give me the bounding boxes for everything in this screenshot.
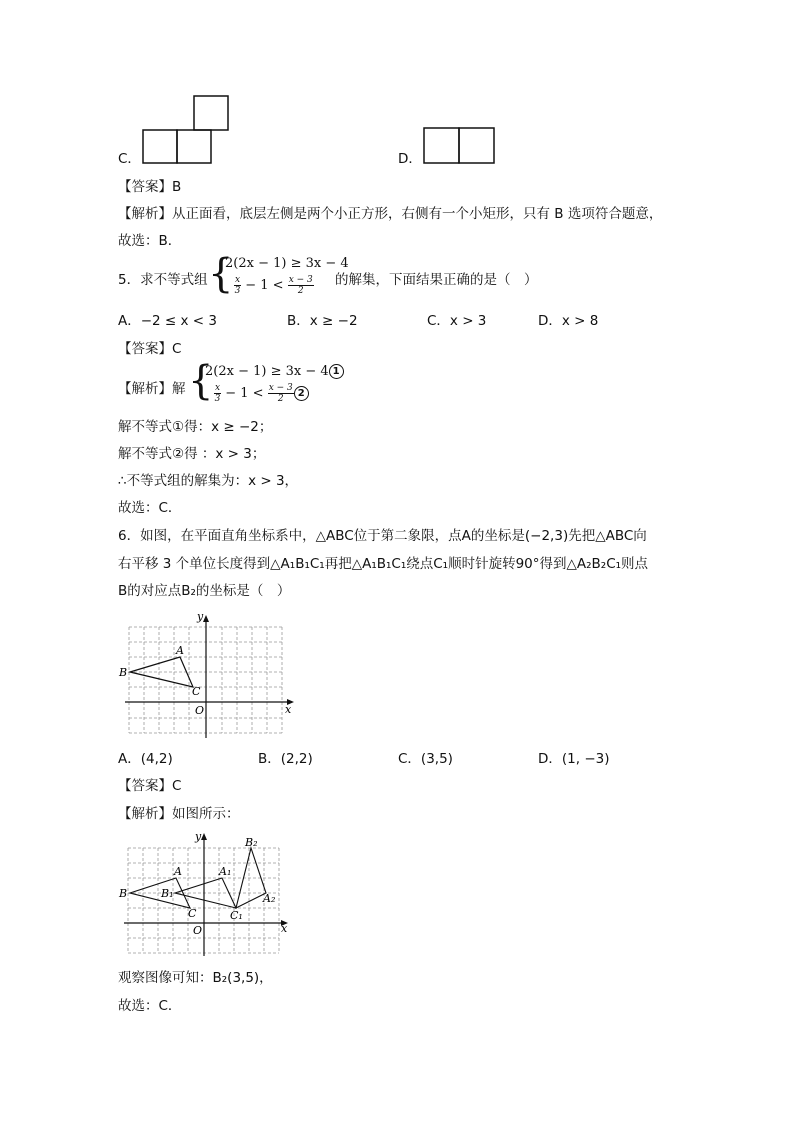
q6-line2: 右平移 3 个单位长度得到△A₁B₁C₁再把△A₁B₁C₁绕点C₁顺时针旋转90°得到△A₂B₂C₁则点 bbox=[118, 556, 649, 572]
fig1-label-x: x bbox=[285, 703, 292, 716]
q5-prefix: 5．求不等式组 bbox=[118, 272, 208, 288]
q4-analysis-line1: 【解析】从正面看，底层左侧是两个小正方形，右侧有一个小矩形，只有 B 选项符合题意， bbox=[118, 206, 663, 222]
q5-analysis-row2: $\frac{x}{3}$ − 1 < $\frac{x - 3}{2}$ 2 bbox=[214, 383, 309, 404]
option-c-figure bbox=[140, 94, 232, 166]
q6-option-c: C．(3,5) bbox=[398, 751, 453, 767]
q6-figure-1 bbox=[118, 610, 298, 745]
q5-suffix: 的解集，下面结果正确的是（ ） bbox=[335, 272, 538, 288]
fig2-label-B: B bbox=[119, 887, 128, 900]
q5-answer: 【答案】C bbox=[118, 341, 182, 357]
q5-option-b: B．x ≥ −2 bbox=[287, 313, 358, 329]
q5-analysis-brace: { bbox=[188, 358, 214, 404]
q6-option-d: D．(1, −3) bbox=[538, 751, 610, 767]
q5-conclusion: 故选：C． bbox=[118, 500, 182, 516]
q6-observe: 观察图像可知：B₂(3,5)， bbox=[118, 970, 273, 986]
fig1-label-B: B bbox=[119, 666, 128, 679]
q6-line1: 6．如图，在平面直角坐标系中，△ABC位于第二象限，点A的坐标是(−2,3)先把△ABC向 bbox=[118, 528, 647, 544]
fig1-label-C: C bbox=[192, 685, 201, 698]
fig2-label-C1: C₁ bbox=[230, 909, 243, 922]
q5-frac1: $\frac{x}{3}$ bbox=[234, 275, 241, 296]
q5-analysis-row1: 2(2x − 1) ≥ 3x − 4 1 bbox=[205, 364, 344, 380]
q5-option-c: C．x > 3 bbox=[427, 313, 487, 329]
fig2-label-C: C bbox=[188, 907, 197, 920]
q6-line3: B的对应点B₂的坐标是（ ） bbox=[118, 583, 291, 599]
q5-row1: 2(2x − 1) ≥ 3x − 4 bbox=[225, 256, 349, 271]
fig1-label-O: O bbox=[195, 704, 205, 717]
q5-option-a: A．−2 ≤ x < 3 bbox=[118, 313, 218, 329]
fig2-label-A: A bbox=[174, 865, 182, 878]
q5-step1: 解不等式①得：x ≥ −2； bbox=[118, 419, 273, 435]
option-d-figure bbox=[422, 126, 498, 166]
q6-analysis: 【解析】如图所示： bbox=[118, 806, 240, 822]
fig2-label-O: O bbox=[193, 924, 203, 937]
q6-option-a: A．(4,2) bbox=[118, 751, 173, 767]
q4-answer: 【答案】B bbox=[118, 179, 182, 195]
q5-brace: { bbox=[208, 251, 234, 297]
q5-row2: $\frac{x}{3}$ − 1 < $\frac{x - 3}{2}$ bbox=[234, 275, 313, 296]
option-c-label: C． bbox=[118, 151, 141, 167]
fig2-label-A1: A₁ bbox=[219, 865, 232, 878]
q6-option-b: B．(2,2) bbox=[258, 751, 313, 767]
fig2-label-B2: B₂ bbox=[245, 836, 258, 849]
q6-figure-2 bbox=[118, 830, 293, 960]
circle-2-mark: 2 bbox=[294, 386, 309, 401]
q5-analysis-prefix: 【解析】解 bbox=[118, 381, 186, 397]
fig2-label-y: y bbox=[195, 830, 202, 843]
circle-1-mark: 1 bbox=[329, 364, 344, 379]
fig2-label-A2: A₂ bbox=[263, 892, 276, 905]
option-d-label: D． bbox=[398, 151, 422, 167]
q6-answer: 【答案】C bbox=[118, 778, 182, 794]
q5-frac2: $\frac{x - 3}{2}$ bbox=[288, 275, 313, 296]
q5-step2: 解不等式②得 ：x > 3； bbox=[118, 446, 266, 462]
fig2-label-x: x bbox=[281, 922, 288, 935]
q5-option-d: D．x > 8 bbox=[538, 313, 599, 329]
fig2-label-B1: B₁ bbox=[161, 887, 174, 900]
fig1-label-y: y bbox=[197, 610, 204, 623]
q4-analysis-line2: 故选：B． bbox=[118, 233, 182, 249]
fig1-label-A: A bbox=[176, 644, 184, 657]
q6-conclusion: 故选：C． bbox=[118, 998, 182, 1014]
q5-step3: ∴不等式组的解集为：x > 3， bbox=[118, 473, 299, 489]
